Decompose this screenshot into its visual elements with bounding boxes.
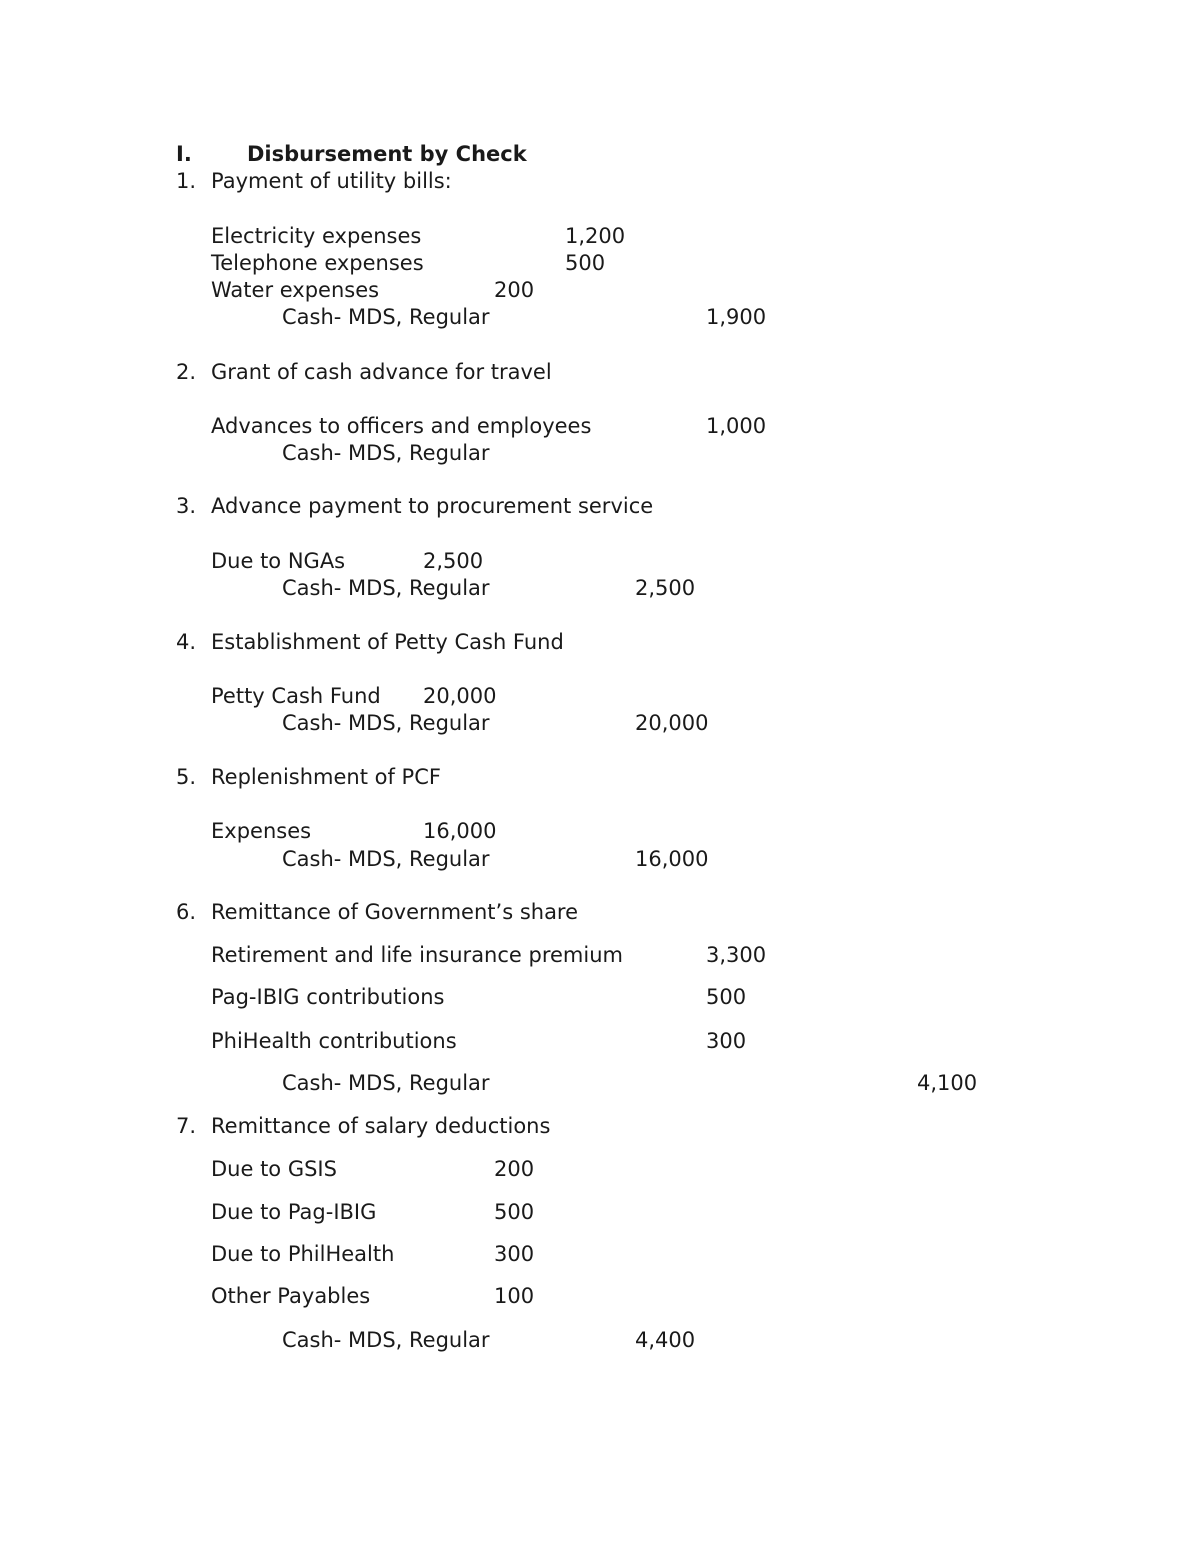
entry-amount: 1,900 (706, 305, 767, 329)
entry-account: Cash- MDS, Regular (282, 441, 490, 465)
entry-account: Pag-IBIG contributions (211, 985, 445, 1009)
section-number: 2. (176, 360, 197, 384)
entry-account: Petty Cash Fund (211, 684, 381, 708)
entry-account: Due to Pag-IBIG (211, 1200, 377, 1224)
entry-amount: 200 (494, 278, 535, 302)
entry-account: Cash- MDS, Regular (282, 576, 490, 600)
section-number: 7. (176, 1114, 197, 1138)
entry-amount: 3,300 (706, 943, 767, 967)
entry-account: Due to GSIS (211, 1157, 337, 1181)
entry-account: Advances to officers and employees (211, 414, 592, 438)
entry-amount: 2,500 (423, 549, 484, 573)
section-number: 1. (176, 169, 197, 193)
entry-account: Retirement and life insurance premium (211, 943, 623, 967)
section-number: 3. (176, 494, 197, 518)
entry-amount: 500 (706, 985, 747, 1009)
entry-account: Expenses (211, 819, 312, 843)
section-title: Establishment of Petty Cash Fund (211, 630, 564, 654)
entry-amount: 16,000 (423, 819, 497, 843)
section-title: Advance payment to procurement service (211, 494, 654, 518)
section-number: 5. (176, 765, 197, 789)
section-title: Remittance of Government’s share (211, 900, 579, 924)
entry-amount: 20,000 (635, 711, 709, 735)
section-number: 6. (176, 900, 197, 924)
entry-account: PhiHealth contributions (211, 1029, 457, 1053)
section-number: 4. (176, 630, 197, 654)
section-title: Payment of utility bills: (211, 169, 452, 193)
entry-amount: 1,200 (565, 224, 626, 248)
entry-amount: 100 (494, 1284, 535, 1308)
entry-amount: 20,000 (423, 684, 497, 708)
entry-account: Cash- MDS, Regular (282, 847, 490, 871)
entry-account: Cash- MDS, Regular (282, 305, 490, 329)
section-title: Remittance of salary deductions (211, 1114, 551, 1138)
entry-account: Cash- MDS, Regular (282, 711, 490, 735)
entry-amount: 4,400 (635, 1328, 696, 1352)
entry-amount: 300 (494, 1242, 535, 1266)
entry-account: Other Payables (211, 1284, 371, 1308)
entry-account: Water expenses (211, 278, 380, 302)
entry-amount: 200 (494, 1157, 535, 1181)
section-title: Grant of cash advance for travel (211, 360, 552, 384)
entry-amount: 300 (706, 1029, 747, 1053)
entry-account: Cash- MDS, Regular (282, 1328, 490, 1352)
entry-account: Electricity expenses (211, 224, 422, 248)
heading-numeral: I. (176, 142, 192, 166)
entry-amount: 16,000 (635, 847, 709, 871)
entry-account: Telephone expenses (211, 251, 424, 275)
entry-amount: 500 (494, 1200, 535, 1224)
page-title: Disbursement by Check (247, 142, 527, 166)
entry-amount: 2,500 (635, 576, 696, 600)
entry-amount: 4,100 (917, 1071, 978, 1095)
section-title: Replenishment of PCF (211, 765, 441, 789)
entry-account: Due to NGAs (211, 549, 346, 573)
entry-account: Due to PhilHealth (211, 1242, 395, 1266)
entry-account: Cash- MDS, Regular (282, 1071, 490, 1095)
entry-amount: 1,000 (706, 414, 767, 438)
entry-amount: 500 (565, 251, 606, 275)
